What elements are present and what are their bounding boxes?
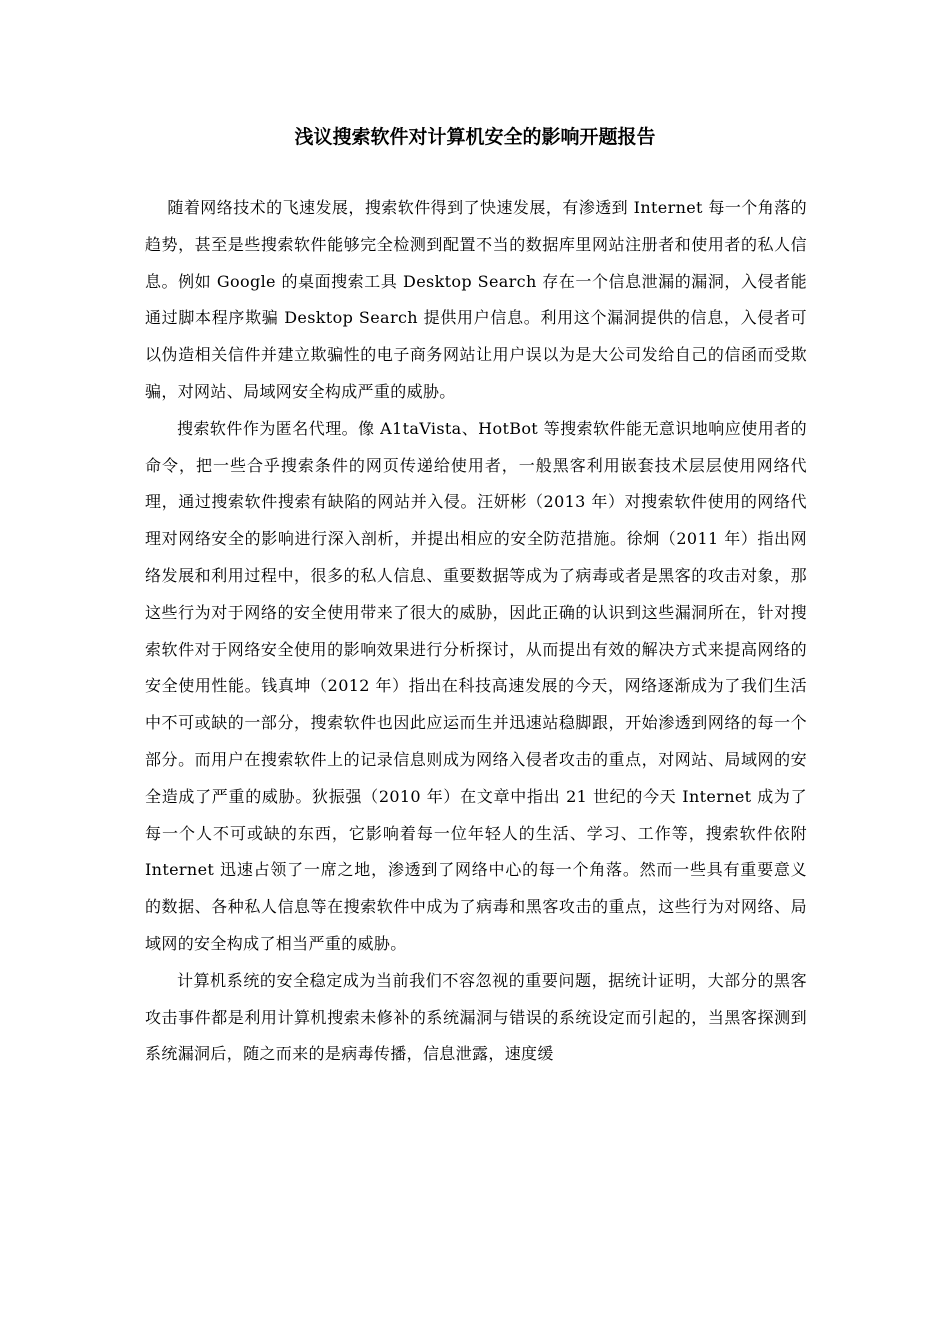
paragraph-2: 搜索软件作为匿名代理。像 A1taVista、HotBot 等搜索软件能无意识地响应使用者的命令，把一些合乎搜索条件的网页传递给使用者，一般黑客利用嵌套技术层层使用网络代理，通过搜索软件搜索有缺陷的网站并入侵。汪妍彬（2013 年）对搜索软件使用的网络代理对网络安全的影响进行深入剖析，并提出相应的安全防范措施。徐炯（2011 年）指出网络发展和利用过程中，很多的私人信息、重要数据等成为了病毒或者是黑客的攻击对象，那这些行为对于网络的安全使用带来了很大的威胁，因此正确的认识到这些漏洞所在，针对搜索软件对于网络安全使用的影响效果进行分析探讨，从而提出有效的解决方式来提高网络的安全使用性能。钱真坤（2012 年）指出在科技高速发展的今天，网络逐渐成为了我们生活中不可或缺的一部分，搜索软件也因此应运而生并迅速站稳脚跟，开始渗透到网络的每一个部分。而用户在搜索软件上的记录信息则成为网络入侵者攻击的重点，对网站、局域网的安全造成了严重的威胁。狄振强（2010 年）在文章中指出 21 世纪的今天 Internet 成为了每一个人不可或缺的东西，它影响着每一位年轻人的生活、学习、工作等，搜索软件依附 Internet 迅速占领了一席之地，渗透到了网络中心的每一个角落。然而一些具有重要意义的数据、各种私人信息等在搜索软件中成为了病毒和黑客攻击的重点，这些行为对网络、局域网的安全构成了相当严重的威胁。 xyxy=(145,418,807,953)
document-title: 浅议搜索软件对计算机安全的影响开题报告 xyxy=(294,126,656,148)
paragraph-3: 计算机系统的安全稳定成为当前我们不容忽视的重要问题，据统计证明，大部分的黑客攻击事件都是利用计算机搜索未修补的系统漏洞与错误的系统设定而引起的，当黑客探测到系统漏洞后，随之而来的是病毒传播，信息泄露，速度缓 xyxy=(145,970,807,1064)
paragraph-1: 随着网络技术的飞速发展，搜索软件得到了快速发展，有渗透到 Internet 每一个角落的趋势，甚至是些搜索软件能够完全检测到配置不当的数据库里网站注册者和使用者的私人信息。例如 Google 的桌面搜索工具 Desktop Search 存在一个信息泄漏的漏洞，入侵者能通过脚本程序欺骗 Desktop Search 提供用户信息。利用这个漏洞提供的信息，入侵者可以伪造相关信件并建立欺骗性的电子商务网站让用户误以为是大公司发给自己的信函而受欺骗，对网站、局域网安全构成严重的威胁。 xyxy=(145,198,807,401)
document-body xyxy=(145,190,807,1073)
